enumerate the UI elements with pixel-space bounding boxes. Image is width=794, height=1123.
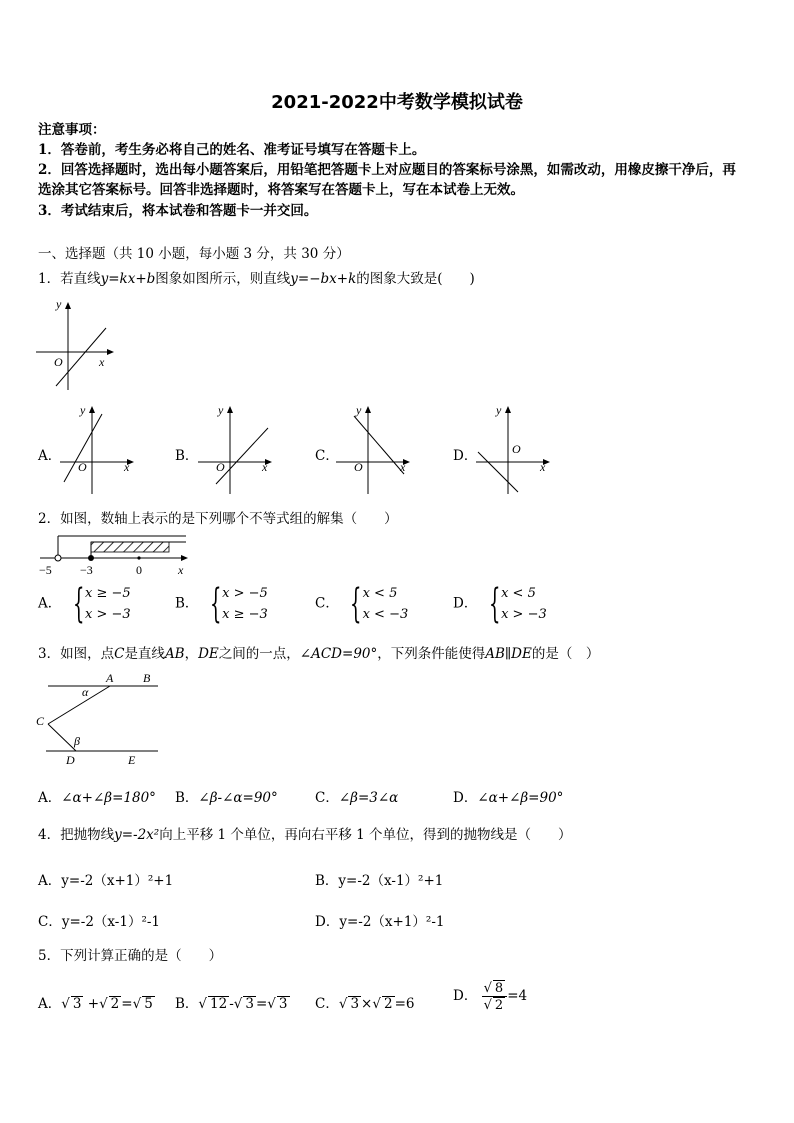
q5-a-root-1: 3 bbox=[72, 996, 82, 1012]
q2-a-label: A． bbox=[38, 595, 62, 612]
q4-c-label: C． bbox=[38, 914, 62, 930]
q1-b-x: x bbox=[262, 460, 268, 474]
q4-d-label: D． bbox=[315, 914, 340, 930]
q3-c-label: C． bbox=[315, 790, 339, 806]
q1-c-y: y bbox=[356, 404, 362, 417]
q4-stem-a: 4．把抛物线 bbox=[38, 827, 115, 843]
q3-stem-c: 之间的一点， bbox=[218, 646, 300, 662]
q3-point-c: C bbox=[114, 646, 125, 662]
q1-c-x: x bbox=[400, 460, 406, 474]
q2-b-line1: x > −5 bbox=[222, 586, 268, 601]
q5-c-eq: =6 bbox=[394, 996, 415, 1012]
q2-d-line2: x > −3 bbox=[501, 607, 547, 622]
q5-option-b: B．√ 12 -√ 3 =√ 3 bbox=[175, 996, 288, 1012]
q1-fig-y-label: y bbox=[56, 300, 62, 311]
q3-fig-b: B bbox=[143, 671, 151, 685]
q5-b-root-2: 3 bbox=[245, 996, 254, 1012]
q5-c-op: × bbox=[361, 996, 373, 1012]
notes-line-3: 3．考试结束后，将本试卷和答题卡一并交回。 bbox=[38, 203, 318, 219]
q5-a-eq: = bbox=[121, 996, 133, 1012]
q3-line-ab: AB bbox=[164, 646, 185, 662]
q2-number-line bbox=[36, 530, 196, 578]
q2-option-b: B． { x > −5 x ≥ −3 bbox=[175, 581, 268, 627]
q3-stem-b: 是直线 bbox=[124, 646, 165, 662]
q1-option-d-label: D． bbox=[453, 448, 478, 464]
q2-tick-x: x bbox=[178, 563, 184, 577]
q4-b-text: y=-2（x-1）²+1 bbox=[338, 873, 444, 889]
q3-stem bbox=[38, 645, 599, 663]
q3-stem-d: ，下列条件能使得 bbox=[377, 646, 486, 662]
q3-line-de: DE bbox=[198, 646, 219, 662]
q5-b-root-1: 12 bbox=[210, 996, 228, 1012]
q3-figure bbox=[32, 668, 164, 768]
q5-c-root-1: 3 bbox=[350, 996, 360, 1012]
q3-option-a bbox=[38, 786, 156, 806]
q5-b-root-3: 3 bbox=[278, 996, 288, 1012]
q1-equation-2: y=−bx+k bbox=[290, 271, 357, 287]
q4-a-text: y=-2（x+1）²+1 bbox=[61, 873, 174, 889]
q5-d-fraction: $\frac{√ 8}{√ 2}$ bbox=[482, 980, 508, 1013]
q4-b-label: B． bbox=[315, 873, 339, 889]
q2-option-c: C． { x < 5 x < −3 bbox=[315, 581, 409, 627]
q1-figure bbox=[36, 300, 116, 392]
q4-equation: y=-2x² bbox=[114, 827, 160, 843]
q3-stem-e: 的是（ ） bbox=[531, 646, 600, 662]
q4-option-a bbox=[38, 869, 173, 889]
q2-d-label: D． bbox=[453, 595, 478, 612]
q1-fig-origin: O bbox=[54, 355, 63, 369]
q3-option-c bbox=[315, 786, 398, 806]
q1-d-x: x bbox=[540, 460, 546, 474]
q5-stem: 5．下列计算正确的是（ ） bbox=[38, 948, 223, 964]
notes-line-2b: 选涂其它答案标号。回答非选择题时，将答案写在答题卡上，写在本试卷上无效。 bbox=[38, 182, 524, 198]
q2-tick-minus5: −5 bbox=[39, 563, 52, 577]
q4-option-b bbox=[315, 869, 443, 889]
q1-a-o: O bbox=[78, 460, 87, 474]
q5-c-root-2: 2 bbox=[383, 996, 393, 1012]
q2-a-line1: x ≥ −5 bbox=[85, 586, 131, 601]
q3-stem-a: 3．如图，点 bbox=[38, 646, 115, 662]
q1-equation-1: y=kx+b bbox=[100, 271, 156, 287]
q2-option-a: A． { x ≥ −5 x > −3 bbox=[38, 581, 131, 627]
q3-b-text: ∠β-∠α=90° bbox=[198, 790, 278, 806]
q3-fig-beta: β bbox=[74, 734, 80, 748]
q1-option-c-graph bbox=[334, 404, 414, 496]
q5-a-root-3: 5 bbox=[144, 996, 153, 1012]
q1-d-y: y bbox=[496, 404, 502, 417]
q3-fig-a: A bbox=[106, 671, 114, 685]
q1-d-o: O bbox=[512, 442, 521, 456]
q3-fig-e: E bbox=[128, 753, 136, 767]
q4-stem-b: 向上平移 1 个单位，再向右平移 1 个单位，得到的抛物线是（ ） bbox=[159, 827, 572, 843]
q2-c-line1: x < 5 bbox=[362, 586, 398, 601]
q2-c-line2: x < −3 bbox=[362, 607, 409, 622]
q5-b-eq: = bbox=[255, 996, 268, 1012]
q1-option-c-label: C． bbox=[315, 448, 339, 464]
q2-stem: 2．如图，数轴上表示的是下列哪个不等式组的解集（ ） bbox=[38, 511, 398, 527]
q1-option-d-graph bbox=[474, 404, 554, 496]
q2-b-line2: x ≥ −3 bbox=[222, 607, 268, 622]
q1-b-y: y bbox=[218, 404, 224, 417]
q2-tick-0: 0 bbox=[136, 563, 142, 577]
q3-comma: ， bbox=[184, 646, 199, 662]
q3-c-text: ∠β=3∠α bbox=[338, 790, 399, 806]
q1-b-o: O bbox=[216, 460, 225, 474]
q5-c-label: C． bbox=[315, 996, 339, 1012]
q1-a-y: y bbox=[80, 404, 86, 417]
q4-d-text: y=-2（x+1）²-1 bbox=[339, 914, 445, 930]
q1-c-o: O bbox=[354, 460, 363, 474]
q4-a-label: A． bbox=[38, 873, 62, 889]
page-title: 2021-2022中考数学模拟试卷 bbox=[271, 92, 523, 113]
q3-parallel: AB∥DE bbox=[485, 646, 532, 662]
q2-tick-minus3: −3 bbox=[80, 563, 93, 577]
q3-fig-d: D bbox=[66, 753, 75, 767]
q3-a-text: ∠α+∠β=180° bbox=[61, 790, 156, 806]
q2-b-label: B． bbox=[175, 595, 199, 612]
q3-fig-alpha: α bbox=[82, 685, 89, 699]
q4-c-text: y=-2（x-1）²-1 bbox=[61, 914, 161, 930]
q3-option-d bbox=[453, 786, 563, 806]
notes-line-2a: 2．回答选择题时，选出每小题答案后，用铅笔把答题卡上对应题目的答案标号涂黑，如需改动，用橡皮擦干净后，再 bbox=[38, 162, 736, 178]
q1-mid: 图象如图所示，则直线 bbox=[155, 271, 291, 287]
q3-fig-c: C bbox=[36, 714, 45, 728]
q5-a-label: A． bbox=[38, 996, 62, 1012]
q2-a-line2: x > −3 bbox=[85, 607, 131, 622]
q1-option-a-label: A． bbox=[38, 448, 62, 464]
q5-option-d bbox=[453, 980, 527, 1013]
q1-a-x: x bbox=[124, 460, 130, 474]
q4-option-c bbox=[38, 910, 160, 930]
q1-prefix: 1．若直线 bbox=[38, 271, 101, 287]
q1-option-b-graph bbox=[196, 404, 276, 496]
q5-option-c: C．√ 3 ×√ 2 =6 bbox=[315, 996, 415, 1012]
q3-angle: ∠ACD=90° bbox=[299, 646, 378, 662]
q4-stem bbox=[38, 826, 572, 844]
q5-d-label: D． bbox=[453, 988, 478, 1004]
q2-option-d: D． { x < 5 x > −3 bbox=[453, 581, 547, 627]
q1-suffix: 的图象大致是( ) bbox=[356, 271, 475, 287]
notes-heading: 注意事项： bbox=[38, 122, 106, 138]
q3-option-b bbox=[175, 786, 278, 806]
q1-option-b-label: B． bbox=[175, 448, 199, 464]
q3-d-label: D． bbox=[453, 790, 478, 806]
q1-option-a-graph bbox=[58, 404, 138, 496]
notes-line-1: 1．答卷前，考生务必将自己的姓名、准考证号填写在答题卡上。 bbox=[38, 142, 426, 158]
q5-d-denominator: 2 bbox=[494, 998, 504, 1013]
q2-c-label: C． bbox=[315, 595, 339, 612]
q5-a-root-2: 2 bbox=[110, 996, 120, 1012]
q1-stem bbox=[38, 270, 475, 288]
q5-b-op: - bbox=[229, 996, 234, 1012]
q2-d-line1: x < 5 bbox=[501, 586, 536, 601]
q5-a-op: + bbox=[87, 996, 100, 1012]
q5-d-numerator: 8 bbox=[494, 981, 504, 996]
q5-option-a: A．√ 3 +√ 2 =√ 5 bbox=[38, 996, 153, 1012]
section-heading: 一、选择题（共 10 小题，每小题 3 分，共 30 分） bbox=[38, 246, 350, 262]
q3-a-label: A． bbox=[38, 790, 62, 806]
q1-fig-x-label: x bbox=[99, 355, 105, 369]
q5-b-label: B． bbox=[175, 996, 199, 1012]
q3-d-text: ∠α+∠β=90° bbox=[477, 790, 564, 806]
q4-option-d bbox=[315, 910, 445, 930]
q5-d-eq: =4 bbox=[507, 988, 528, 1004]
q3-b-label: B． bbox=[175, 790, 199, 806]
